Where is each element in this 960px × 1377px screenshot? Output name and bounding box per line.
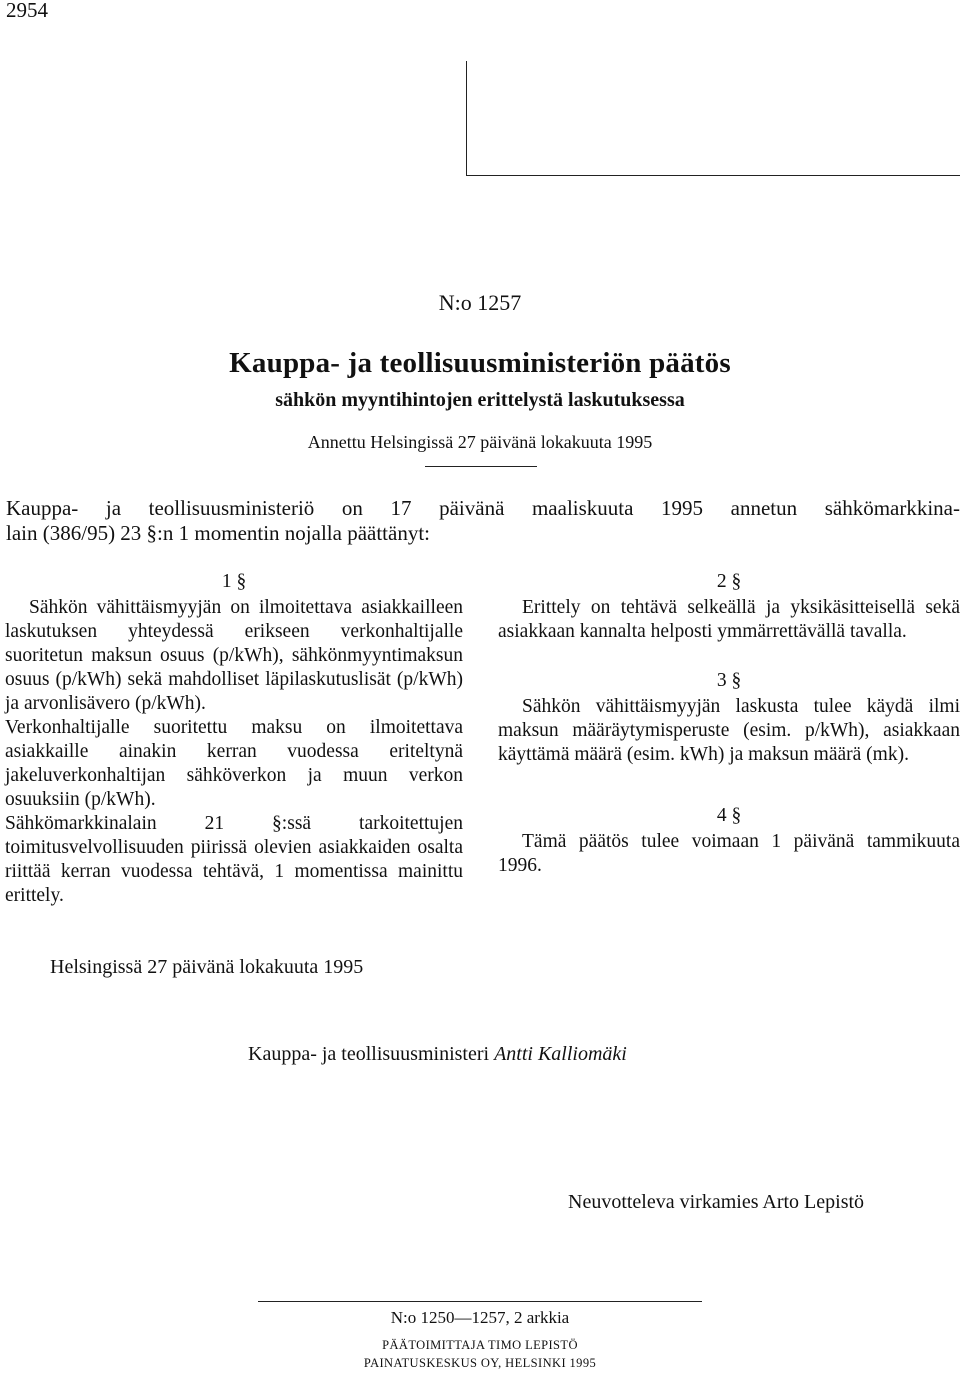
minister-signature (248, 1043, 627, 1066)
section-1-paragraph-3: Sähkömarkkinalain 21 §:ssä tarkoitettujen toimitusvelvollisuuden piirissä olevien asiakkaiden osalta riittää kerran vuodessa tehtävä, 1 momentissa mainittu erittely. (5, 813, 463, 906)
document-number: N:o 1257 (438, 290, 522, 315)
section-spacer (498, 767, 960, 804)
section-4-heading: 4 § (716, 805, 742, 826)
footer-printer: PAINATUSKESKUS OY, HELSINKI 1995 (363, 1356, 597, 1370)
section-1-heading: 1 § (221, 571, 247, 592)
footer-editor: PÄÄTOIMITTAJA TIMO LEPISTÖ (382, 1338, 578, 1352)
document-subtitle: sähkön myyntihintojen erittelystä laskutuksessa (275, 389, 685, 411)
preamble-line-2: lain (386/95) 23 §:n 1 momentin nojalla päättänyt: (6, 521, 430, 545)
page-number: 2954 (6, 0, 48, 22)
section-spacer (498, 644, 960, 669)
right-column (498, 570, 960, 878)
section-4-paragraph-1: Tämä päätös tulee voimaan 1 päivänä tammikuuta 1996. (498, 831, 960, 876)
footer-range: N:o 1250—1257, 2 arkkia (390, 1308, 570, 1327)
preamble-line-1: Kauppa- ja teollisuusministeriö on 17 päivänä maaliskuuta 1995 annetun sähkömarkkina- (6, 496, 960, 520)
section-1-paragraph-1: Sähkön vähittäismyyjän on ilmoitettava asiakkailleen laskutuksen yhteydessä erikseen verkonhaltijalle suoritetun maksun osuus (p/kWh), sähkönmyyntimaksun osuus (p/kWh) sekä mahdolliset läpilaskutuslisät (p/kWh) ja arvonlisävero (p/kWh). (5, 597, 463, 714)
document-date-line: Annettu Helsingissä 27 päivänä lokakuuta 1995 (307, 432, 653, 452)
document-title: Kauppa- ja teollisuusministeriön päätös (229, 347, 731, 379)
footer-rule (258, 1301, 702, 1302)
left-column (5, 570, 463, 908)
section-1-paragraph-2: Verkonhaltijalle suoritettu maksu on ilmoitettava asiakkaille ainakin kerran vuodessa eriteltynä jakeluverkonhaltijan sähköverkon ja muun verkon osuuksiin (p/kWh). (5, 717, 463, 810)
minister-title: Kauppa- ja teollisuusministeri (248, 1043, 490, 1065)
section-3-heading: 3 § (716, 670, 742, 691)
signature-place-date: Helsingissä 27 päivänä lokakuuta 1995 (50, 956, 364, 978)
minister-name: Antti Kalliomäki (494, 1043, 627, 1065)
top-rule-horizontal (466, 175, 960, 176)
preamble (6, 496, 960, 546)
top-rule-vertical (466, 61, 467, 176)
title-divider (425, 466, 537, 467)
official-signature: Neuvotteleva virkamies Arto Lepistö (568, 1191, 865, 1213)
section-2-paragraph-1: Erittely on tehtävä selkeällä ja yksikäsitteisellä sekä asiakkaan kannalta helposti ymmärrettävällä tavalla. (498, 597, 960, 642)
section-2-heading: 2 § (716, 571, 742, 592)
section-3-paragraph-1: Sähkön vähittäismyyjän laskusta tulee käydä ilmi maksun määräytymisperuste (esim. p/kWh), asiakkaan käyttämä määrä (esim. kWh) ja maksun määrä (mk). (498, 696, 960, 765)
